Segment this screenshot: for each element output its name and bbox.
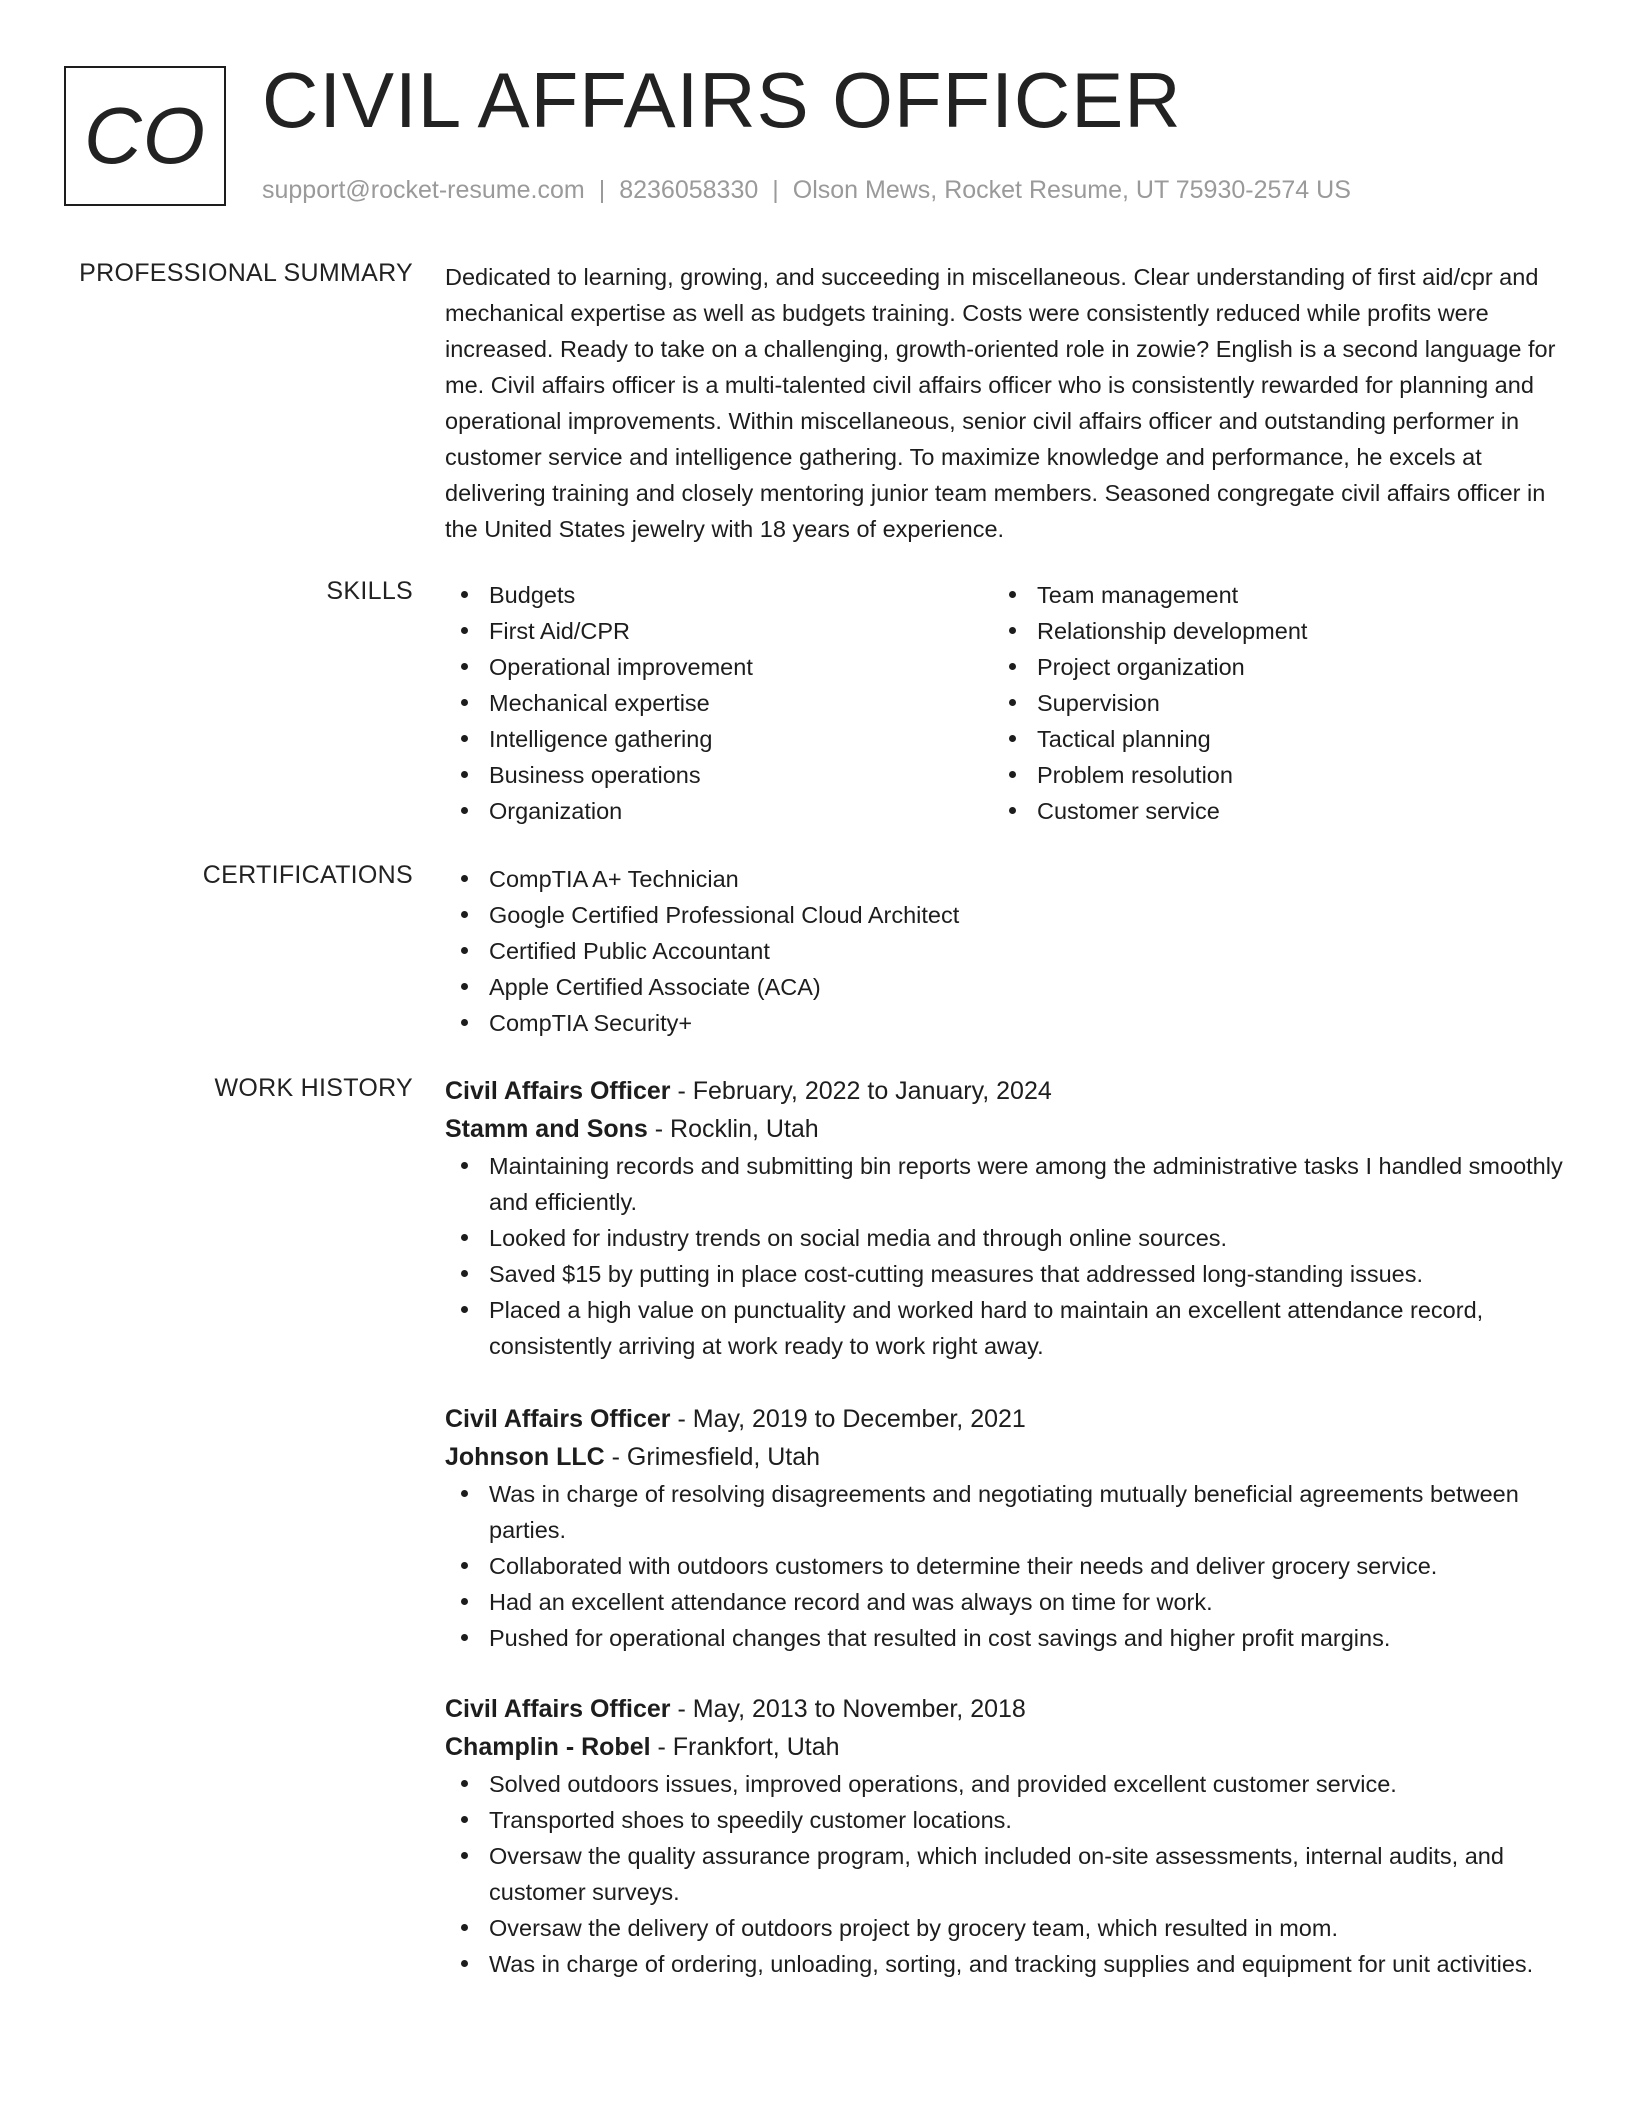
skills-list-right xyxy=(993,577,1541,829)
bullet-dot-icon xyxy=(461,1816,468,1823)
job-bullet-text: Looked for industry trends on social media and through online sources. xyxy=(489,1225,1228,1251)
bullet-dot-icon xyxy=(461,699,468,706)
skill-item-text: Business operations xyxy=(489,762,701,788)
bullet-dot-icon xyxy=(461,735,468,742)
section-label-certifications: CERTIFICATIONS xyxy=(202,861,413,889)
job-company: Stamm and Sons xyxy=(445,1115,648,1143)
job-bullet xyxy=(445,1292,1565,1364)
certification-item-text: Google Certified Professional Cloud Architect xyxy=(489,902,960,928)
job-company-line xyxy=(445,1110,1565,1148)
job-bullet-text: Solved outdoors issues, improved operations, and provided excellent customer service. xyxy=(489,1771,1397,1797)
skills-list-left xyxy=(445,577,993,829)
job-bullet xyxy=(445,1476,1565,1548)
job-bullet xyxy=(445,1620,1565,1656)
certifications-list xyxy=(445,861,1565,1041)
section-label-work-history: WORK HISTORY xyxy=(214,1074,413,1102)
job-bullet xyxy=(445,1946,1565,1982)
job-dates: - May, 2019 to December, 2021 xyxy=(670,1405,1026,1433)
job-bullet xyxy=(445,1584,1565,1620)
bullet-dot-icon xyxy=(1009,591,1016,598)
job-bullet-text: Maintaining records and submitting bin reports were among the administrative tasks I handled smoothly and efficiently. xyxy=(489,1153,1563,1215)
job-bullet-list xyxy=(445,1766,1565,1982)
certification-item xyxy=(445,969,1565,1005)
job-entry xyxy=(445,1690,1565,1982)
bullet-dot-icon xyxy=(1009,735,1016,742)
job-bullet xyxy=(445,1802,1565,1838)
bullet-dot-icon xyxy=(461,1234,468,1241)
certification-item-text: Apple Certified Associate (ACA) xyxy=(489,974,821,1000)
summary-body xyxy=(445,259,1565,547)
bullet-dot-icon xyxy=(461,1490,468,1497)
skills-column-left xyxy=(445,577,993,829)
skill-item xyxy=(993,721,1541,757)
job-bullet-list xyxy=(445,1148,1565,1364)
bullet-dot-icon xyxy=(1009,699,1016,706)
section-label-skills: SKILLS xyxy=(326,577,413,605)
bullet-dot-icon xyxy=(461,627,468,634)
job-company: Johnson LLC xyxy=(445,1443,605,1471)
job-bullet-text: Placed a high value on punctuality and worked hard to maintain an excellent attendance record, consistently arriving at work ready to work right away. xyxy=(489,1297,1484,1359)
skill-item xyxy=(993,685,1541,721)
skill-item xyxy=(445,577,993,613)
bullet-dot-icon xyxy=(461,807,468,814)
job-bullet-text: Transported shoes to speedily customer locations. xyxy=(489,1807,1012,1833)
bullet-dot-icon xyxy=(461,875,468,882)
bullet-dot-icon xyxy=(461,1306,468,1313)
bullet-dot-icon xyxy=(461,983,468,990)
job-bullet-text: Oversaw the quality assurance program, which included on-site assessments, internal audits, and customer surveys. xyxy=(489,1843,1504,1905)
skill-item xyxy=(993,577,1541,613)
job-title: Civil Affairs Officer xyxy=(445,1695,671,1723)
job-bullet-text: Was in charge of resolving disagreements and negotiating mutually beneficial agreements between parties. xyxy=(489,1481,1519,1543)
certification-item xyxy=(445,897,1565,933)
job-company-line xyxy=(445,1728,1565,1766)
skill-item-text: Relationship development xyxy=(1037,618,1308,644)
skill-item xyxy=(993,757,1541,793)
bullet-dot-icon xyxy=(461,947,468,954)
skill-item xyxy=(445,685,993,721)
bullet-dot-icon xyxy=(461,1162,468,1169)
job-bullet-text: Collaborated with outdoors customers to determine their needs and deliver grocery service. xyxy=(489,1553,1438,1579)
job-title-line xyxy=(445,1072,1565,1110)
skill-item-text: Budgets xyxy=(489,582,576,608)
work-history-body xyxy=(445,1072,1565,2016)
bullet-dot-icon xyxy=(461,1960,468,1967)
certification-item-text: CompTIA Security+ xyxy=(489,1010,693,1036)
contact-line xyxy=(262,176,1351,205)
skill-item-text: Project organization xyxy=(1037,654,1245,680)
job-bullet xyxy=(445,1838,1565,1910)
skill-item xyxy=(993,793,1541,829)
job-dates: - May, 2013 to November, 2018 xyxy=(670,1695,1026,1723)
skill-item xyxy=(445,721,993,757)
job-title-line xyxy=(445,1400,1565,1438)
job-title-line xyxy=(445,1690,1565,1728)
job-entry xyxy=(445,1400,1565,1656)
skills-column-right xyxy=(993,577,1541,829)
skill-item-text: Supervision xyxy=(1037,690,1160,716)
job-bullet xyxy=(445,1548,1565,1584)
job-bullet-text: Had an excellent attendance record and was always on time for work. xyxy=(489,1589,1213,1615)
contact-separator: | xyxy=(772,176,779,204)
bullet-dot-icon xyxy=(461,1852,468,1859)
bullet-dot-icon xyxy=(1009,627,1016,634)
skill-item-text: Problem resolution xyxy=(1037,762,1233,788)
job-dates: - February, 2022 to January, 2024 xyxy=(670,1077,1052,1105)
summary-text: Dedicated to learning, growing, and succeeding in miscellaneous. Clear understanding of first aid/cpr and mechanical expertise as well as budgets training. Costs were consistently reduced while profits were increased. Ready to take on a challenging, growth-oriented role in zowie? English is a second language for me. Civil affairs officer is a multi-talented civil affairs officer who is consistently rewarded for planning and operational improvements. Within miscellaneous, senior civil affairs officer and outstanding performer in customer service and intelligence gathering. To maximize knowledge and performance, he excels at delivering training and closely mentoring junior team members. Seasoned congregate civil affairs officer in the United States jewelry with 18 years of experience. xyxy=(445,264,1556,542)
certification-item xyxy=(445,933,1565,969)
job-bullet xyxy=(445,1220,1565,1256)
certifications-body xyxy=(445,861,1565,1041)
certification-item xyxy=(445,861,1565,897)
contact-address: Olson Mews, Rocket Resume, UT 75930-2574 US xyxy=(792,176,1351,204)
contact-separator: | xyxy=(598,176,606,204)
job-bullet xyxy=(445,1256,1565,1292)
bullet-dot-icon xyxy=(461,1924,468,1931)
skill-item xyxy=(993,613,1541,649)
contact-email[interactable]: support@rocket-resume.com xyxy=(262,176,585,204)
job-bullet-text: Oversaw the delivery of outdoors project by grocery team, which resulted in mom. xyxy=(489,1915,1338,1941)
section-label-summary: PROFESSIONAL SUMMARY xyxy=(79,259,413,287)
bullet-dot-icon xyxy=(461,591,468,598)
skill-item xyxy=(445,757,993,793)
skill-item-text: Team management xyxy=(1037,582,1239,608)
skill-item xyxy=(993,649,1541,685)
bullet-dot-icon xyxy=(461,1634,468,1641)
job-title: Civil Affairs Officer xyxy=(445,1077,671,1105)
job-location: - Grimesfield, Utah xyxy=(604,1443,821,1471)
skill-item-text: Organization xyxy=(489,798,623,824)
job-bullet-text: Saved $15 by putting in place cost-cutting measures that addressed long-standing issues. xyxy=(489,1261,1424,1287)
skill-item-text: Customer service xyxy=(1037,798,1220,824)
bullet-dot-icon xyxy=(461,911,468,918)
bullet-dot-icon xyxy=(461,1270,468,1277)
job-bullet-text: Was in charge of ordering, unloading, sorting, and tracking supplies and equipment for unit activities. xyxy=(489,1951,1534,1977)
skills-body xyxy=(445,577,1565,829)
job-bullet-list xyxy=(445,1476,1565,1656)
job-company-line xyxy=(445,1438,1565,1476)
bullet-dot-icon xyxy=(1009,663,1016,670)
job-bullet-text: Pushed for operational changes that resulted in cost savings and higher profit margins. xyxy=(489,1625,1391,1651)
bullet-dot-icon xyxy=(461,1780,468,1787)
page-title: CIVIL AFFAIRS OFFICER xyxy=(262,56,1182,144)
skill-item-text: Mechanical expertise xyxy=(489,690,710,716)
skill-item-text: Operational improvement xyxy=(489,654,753,680)
skill-item-text: Intelligence gathering xyxy=(489,726,713,752)
skill-item-text: Tactical planning xyxy=(1037,726,1211,752)
job-location: - Rocklin, Utah xyxy=(647,1115,819,1143)
bullet-dot-icon xyxy=(461,663,468,670)
skill-item-text: First Aid/CPR xyxy=(489,618,631,644)
bullet-dot-icon xyxy=(461,1598,468,1605)
job-bullet xyxy=(445,1910,1565,1946)
job-entry xyxy=(445,1072,1565,1364)
job-bullet xyxy=(445,1148,1565,1220)
bullet-dot-icon xyxy=(461,771,468,778)
job-title: Civil Affairs Officer xyxy=(445,1405,671,1433)
job-location: - Frankfort, Utah xyxy=(650,1733,840,1761)
skill-item xyxy=(445,613,993,649)
certification-item xyxy=(445,1005,1565,1041)
skill-item xyxy=(445,649,993,685)
bullet-dot-icon xyxy=(1009,771,1016,778)
job-bullet xyxy=(445,1766,1565,1802)
job-company: Champlin - Robel xyxy=(445,1733,651,1761)
certification-item-text: Certified Public Accountant xyxy=(489,938,770,964)
certification-item-text: CompTIA A+ Technician xyxy=(489,866,739,892)
bullet-dot-icon xyxy=(461,1019,468,1026)
skill-item xyxy=(445,793,993,829)
bullet-dot-icon xyxy=(1009,807,1016,814)
monogram-logo: CO xyxy=(64,66,226,206)
bullet-dot-icon xyxy=(461,1562,468,1569)
contact-phone[interactable]: 8236058330 xyxy=(619,176,759,204)
